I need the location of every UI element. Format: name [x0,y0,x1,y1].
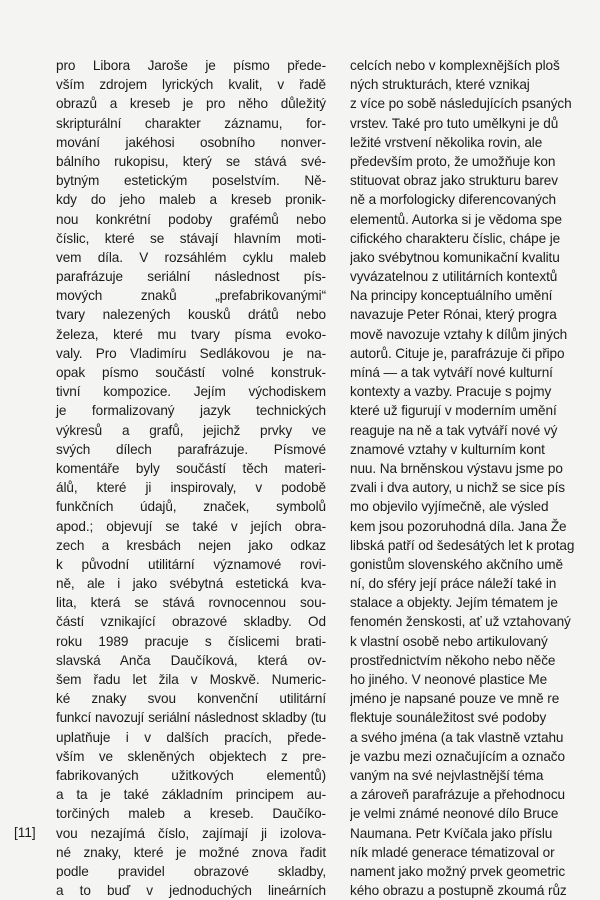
right-column-line: nament jako možný prvek geometric [350,863,566,879]
right-column-line: a svého jména (a tak vlastně vztahu [350,729,564,745]
left-column-line: vším zdrojem lyrických kvalit, v řadě [56,77,326,93]
right-column-line: vyvázatelnou z utilitárních kontextů [350,269,558,285]
right-column-line: stalace a objekty. Jejím tématem je [350,595,558,611]
right-column-line: fenomén ženskosti, ať už vztahovaný [350,614,571,630]
right-column-line: kého obrazu a postupně zkoumá růz [350,883,567,899]
left-column-line: číslic, které se stávají hlavním moti- [56,230,326,246]
left-column-line: železa, které mu tvary písma evoko- [56,326,326,342]
left-column-line: né znaky, které je možné znova řadit [56,844,326,860]
left-column-line: tvary nalezených kousků drátů nebo [56,307,326,323]
right-column-line: znamové vztahy v kulturním kont [350,441,545,457]
left-column-line: pro Libora Jaroše je písmo přede- [56,58,326,73]
left-text-column [56,56,326,900]
left-column-line: podle pravidel obrazové skladby, [56,863,326,879]
right-column-line: prostřednictvím někoho nebo něče [350,652,556,668]
right-column-line: ho jiného. V neonové plastice Me [350,672,548,687]
right-column-line: flektuje sounáležitost své podoby [350,710,547,726]
left-column-line: šem řadu let žila v Moskvě. Numeric- [56,672,326,687]
left-column-line: slavská Anča Daučíková, která ov- [56,652,326,668]
left-column-line: valy. Pro Vladimíru Sedlákovou je na- [56,345,326,361]
right-column-line: kontexty a vazby. Pracuje s pojmy [350,384,552,400]
left-column-line: lita, která se stává rovnocennou sou- [56,595,326,611]
left-column-line: kdy do jeho maleb a kreseb pronik- [56,192,326,208]
right-column-line: vaným na své nejvlastnější téma [350,767,544,783]
right-column-line: kem jsou pozoruhodná díla. Jana Že [350,518,567,534]
left-column-line: ké znaky svou konvenční utilitární [56,691,326,707]
left-column-line: bálního rukopisu, který se stává své- [56,153,326,169]
right-column-line: zvali i dva autory, u nichž se sice pís [350,480,565,496]
left-column-line: výkresů a grafů, jejichž prvky ve [56,422,326,438]
left-column-line: roku 1989 pracuje s číslicemi brati- [56,633,326,649]
right-column-line: autorů. Cituje je, parafrázuje či připo [350,345,565,361]
right-column-line: cifického charakteru číslic, chápe je [350,230,561,246]
left-column-line: k původní utilitární významové rovi- [56,556,326,572]
right-column-line: které už figurují v moderním umění [350,403,557,419]
page-number: [11] [14,825,36,840]
right-column-line: k vlastní osobě nebo artikulovaný [350,633,548,649]
left-column-line: mových znaků „prefabrikovanými“ [56,288,326,304]
right-text-column [350,56,600,900]
left-column-line: torčiných maleb a kreseb. Daučíko- [56,806,326,822]
right-column-line: stituovat obraz jako strukturu barev [350,173,558,189]
right-column-line: ležité vrstvení několika rovin, ale [350,134,543,150]
right-column-line: Na principy konceptuálního umění [350,288,553,304]
right-column-line: ných strukturách, které vznikaj [350,77,530,93]
right-column-line: především proto, že umožňuje kon [350,153,556,169]
right-column-line: je vazbu mezi označujícím a označo [350,748,565,764]
right-column-line: navazuje Peter Rónai, který progra [350,307,557,323]
left-column-line: parafrázuje seriální následnost pís- [56,269,326,285]
right-column-line: míná — a tak vytváří nové kulturní [350,365,553,380]
left-column-line: fabrikovaných užitkových elementů) [56,767,326,783]
left-column-line: vem díla. V rozsáhlém cyklu maleb [56,249,326,265]
left-column-line: ně, ale i jako svébytná estetická kva- [56,576,326,592]
left-column-line: komentáře byly součástí těch materi- [56,460,326,476]
right-column-line: z více po sobě následujících psaných [350,96,572,112]
left-column-line: částí vznikající obrazové skladby. Od [56,614,326,630]
left-column-line: opak písmo součástí volné konstruk- [56,365,326,380]
left-column-line: tivní kompozice. Jejím východiskem [56,384,326,400]
right-column-line: ník mladé generace tématizoval or [350,844,555,860]
right-column-line: ně a morfologicky diferencovaných [350,192,557,208]
right-column-line: libská patří od šedesátých let k protag [350,537,575,553]
right-column-line: Naumana. Petr Kvíčala jako příslu [350,825,553,841]
right-column-line: ní, do sféry její práce náleží také in [350,576,557,592]
right-column-line: vrstev. Také pro tuto umělkyni je dů [350,115,559,131]
right-column-line: nuu. Na brněnskou výstavu jsme po [350,460,563,476]
right-column-line: je velmi známé neonové dílo Bruce [350,806,559,822]
right-column-line: gonistům slovenského akčního umě [350,556,563,572]
left-column-line: a to buď v jednoduchých lineárních [56,883,326,899]
left-column-line: mování jakéhosi osobního nonver- [56,134,326,150]
left-column-line: svých dílech parafrázuje. Písmové [56,441,326,457]
left-column-line: uplatňuje i v dalších pracích, přede- [56,729,326,745]
left-column-line: funkčních údajů, značek, symbolů [56,499,326,515]
left-column-line: funkcí navozují seriální následnost skladby (tu [56,710,326,726]
right-column-line: mo objevilo vyjímečně, ale výsled [350,499,549,515]
left-column-line: álů, které ji inspirovaly, v podobě [56,480,326,496]
right-column-line: jméno je napsané pouze ve mně re [350,691,560,707]
right-column-line: reaguje na ně a tak vytváří nové vý [350,422,558,438]
right-column-line: elementů. Autorka si je vědoma spe [350,211,562,227]
right-column-line: a zároveň parafrázuje a přehodnocu [350,787,566,803]
left-column-line: vou nezajímá číslo, zajímají ji izolova- [56,825,326,841]
left-column-line: bytným estetickým poselstvím. Ně- [56,173,326,189]
left-column-line: a ta je také základním principem au- [56,787,326,803]
left-column-line: je formalizovaný jazyk technických [56,403,326,419]
left-column-line: nou konkrétní podoby grafémů nebo [56,211,326,227]
left-column-line: apod.; objevují se také v jejích obra- [56,518,326,534]
left-column-line: zech a kresbách nejen jako odkaz [56,537,326,553]
left-column-line: skripturální charakter záznamu, for- [56,115,326,131]
right-column-line: mově navozuje vztahy k dílům jiných [350,326,568,342]
right-column-line: jako svébytnou komunikační kvalitu [350,249,560,265]
left-column-line: vším ve skleněných objektech z pre- [56,748,326,764]
right-column-line: celcích nebo v komplexnějších ploš [350,58,560,73]
left-column-line: obrazů a kreseb je pro něho důležitý [56,96,326,112]
